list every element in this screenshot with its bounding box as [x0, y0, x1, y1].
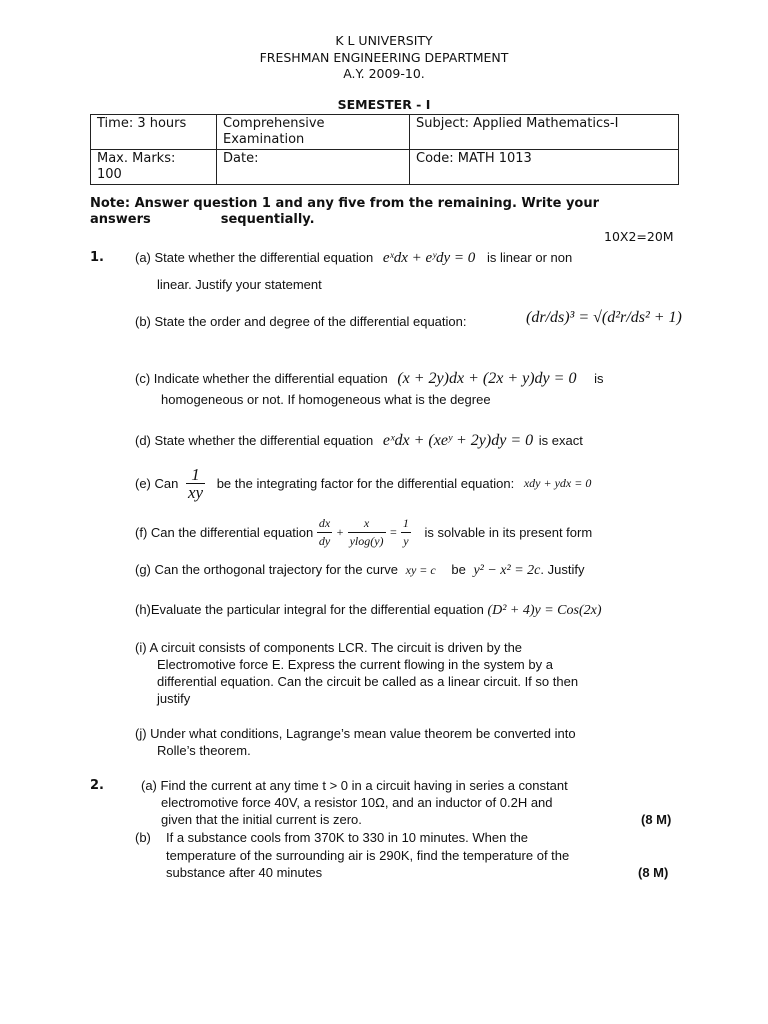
q1e: (e) Can $\frac{1}{xy}$ be the integrating factor for the differential equation: xdy + ydx = 0 [135, 465, 592, 502]
q1f-fraction-2: $\frac{x}{ylog(y)}$ [349, 516, 384, 548]
q1g-curve: xy = c [405, 563, 436, 577]
q2a-line-2: electromotive force 40V, a resistor 10Ω, and an inductor of 0.2H and [161, 795, 553, 810]
q1j-line-2: Rolle’s theorem. [157, 743, 251, 758]
q2b-marks: (8 M) [638, 865, 669, 880]
instructions-note: Note: Answer question 1 and any five from the remaining. Write your answers sequentially. [90, 196, 600, 227]
code-cell: Code: MATH 1013 [410, 150, 679, 185]
q2a-marks: (8 M) [641, 812, 672, 827]
subject-cell: Subject: Applied Mathematics-I [410, 115, 679, 150]
q1a-continuation: linear. Justify your statement [157, 277, 322, 292]
q1i-line-4: justify [157, 691, 191, 706]
q1a: (a) State whether the differential equation eˣdx + eʸdy = 0 is linear or non [135, 250, 573, 266]
q1c-equation: (x + 2y)dx + (2x + y)dy = 0 [397, 370, 577, 387]
max-marks-cell: Max. Marks: 100 [91, 150, 217, 185]
exam-info-table [90, 114, 679, 185]
q1f-fraction-1: $\frac{dx}{dy}$ [318, 516, 331, 548]
department-name: FRESHMAN ENGINEERING DEPARTMENT [259, 50, 509, 65]
academic-year: A.Y. 2009-10. [343, 66, 425, 81]
q1e-fraction: $\frac{1}{xy}$ [187, 465, 204, 502]
q2a-line-3: given that the initial current is zero. [161, 812, 362, 827]
q1a-equation: eˣdx + eʸdy = 0 [382, 250, 476, 266]
q1i-line-3: differential equation. Can the circuit be called as a linear circuit. If so then [157, 674, 579, 689]
q1f-fraction-3: $\frac{1}{y}$ [402, 516, 409, 548]
question-2-number: 2. [90, 778, 104, 793]
q2a-line-1: (a) Find the current at any time t > 0 in a circuit having in series a constant [141, 778, 568, 793]
exam-type-cell: Comprehensive Examination [217, 115, 410, 150]
date-cell: Date: [217, 150, 410, 185]
q1c-continuation: homogeneous or not. If homogeneous what is the degree [161, 392, 491, 407]
q1j: (j) Under what conditions, Lagrange’s mean value theorem be converted into [135, 726, 576, 741]
semester-title: SEMESTER - I [337, 97, 431, 112]
q1f: (f) Can the differential equation $\frac{dx}{dy}$ + $\frac{x}{ylog(y)}$ = $\frac{1}{y}$ is solvable in its present form [135, 516, 593, 548]
question-1-number: 1. [90, 250, 104, 265]
q1b: (b) State the order and degree of the differential equation: [135, 314, 467, 329]
q1g: (g) Can the orthogonal trajectory for the curve xy = c be y² − x² = 2c. Justify [135, 562, 585, 578]
q1g-trajectory: y² − x² = 2c [473, 563, 541, 578]
q2b-label: (b) [135, 830, 151, 845]
time-cell: Time: 3 hours [91, 115, 217, 150]
q1h-equation: (D² + 4)y = Cos(2x) [487, 603, 602, 618]
q2b-line-1: If a substance cools from 370K to 330 in 10 minutes. When the [166, 830, 529, 845]
q1h: (h)Evaluate the particular integral for the differential equation (D² + 4)y = Cos(2x) [135, 602, 602, 618]
q1d-equation: eˣdx + (xeʸ + 2y)dy = 0 [382, 432, 534, 449]
q1i: (i) A circuit consists of components LCR. The circuit is driven by the [135, 640, 523, 655]
q2b-line-3: substance after 40 minutes [166, 865, 323, 880]
q1b-equation: (dr/ds)³ = √(d²r/ds² + 1) [526, 309, 682, 326]
q1e-equation: xdy + ydx = 0 [523, 476, 592, 490]
q2b-line-2: temperature of the surrounding air is 290K, find the temperature of the [166, 848, 570, 863]
q1i-line-2: Electromotive force E. Express the current flowing in the system by a [157, 657, 553, 672]
q1d: (d) State whether the differential equation eˣdx + (xeʸ + 2y)dy = 0 is exact [135, 432, 583, 449]
q1-marks: 10X2=20M [604, 229, 674, 244]
q1c: (c) Indicate whether the differential equation (x + 2y)dx + (2x + y)dy = 0 is [135, 370, 604, 387]
university-name: K L UNIVERSITY [335, 33, 433, 48]
